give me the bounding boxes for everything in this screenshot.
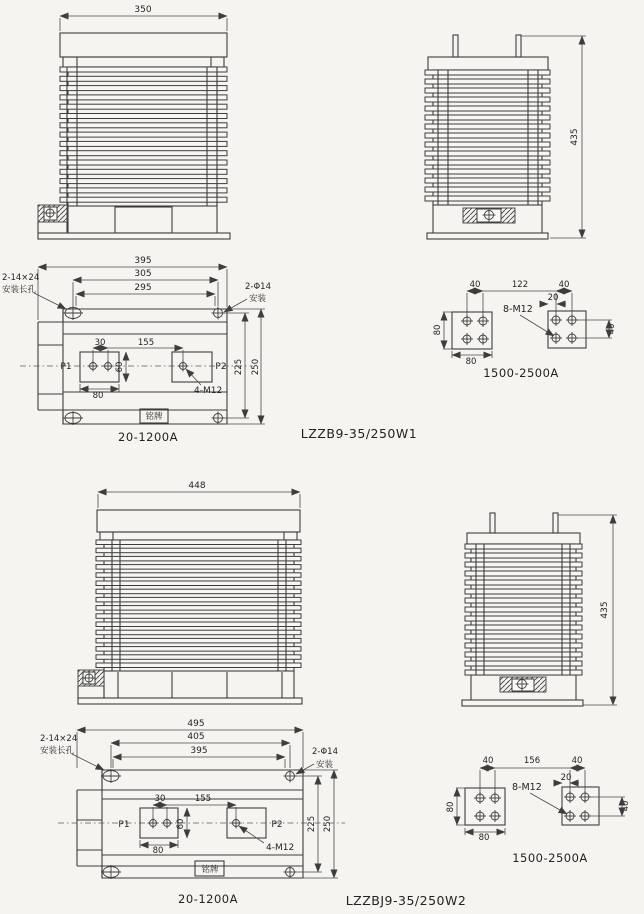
fig2-side-height-dim: 435 — [600, 601, 610, 619]
fig2-pads-dim-c: 40 — [571, 756, 583, 766]
fig2-p2-label: P2 — [271, 820, 283, 830]
fig1-mounting-slot-top-left — [63, 306, 83, 320]
fig1-terminal-pads-detail — [433, 280, 617, 380]
fig2-primary-terminal-stud — [490, 513, 495, 533]
fig2-front-width-dim: 448 — [188, 481, 206, 491]
fig2-mounting-hole-top-right — [284, 770, 297, 783]
fig1-left-pad — [452, 312, 492, 349]
fig2-side-terminal-box — [500, 677, 546, 692]
fig2-dim-v1: 225 — [307, 815, 317, 833]
fig2-p1-label: P1 — [118, 820, 130, 830]
fig2-mounting-slot-bottom-left — [101, 865, 121, 879]
fig2-slot-label-line2: 安装长孔 — [40, 746, 75, 756]
fig1-dim-v2: 250 — [251, 358, 261, 376]
fig2-top-cap — [97, 510, 300, 532]
fig2-pads-caption: 1500-2500A — [512, 851, 588, 865]
fig1-primary-terminal-stud — [516, 35, 521, 57]
fig2-bolt-label: 4-M12 — [266, 843, 295, 853]
fig2-pads-dim-right: 40 — [621, 800, 631, 812]
fig1-pads-dim-a: 40 — [469, 280, 481, 290]
fig1-dim-span: 155 — [137, 338, 155, 348]
fig2-plan-dim-outer: 405 — [187, 732, 205, 742]
fig1-side-fins — [425, 70, 550, 201]
fig2-left-pad — [465, 788, 505, 825]
fig2-side-view — [462, 513, 617, 706]
fig1-front-view — [38, 5, 230, 239]
fig1-front-fins — [60, 67, 227, 202]
fig1-pads-dim-right: 40 — [607, 323, 617, 335]
fig1-dim-plate-h: 60 — [115, 361, 125, 373]
fig1-pads-bolt-label: 8-M12 — [503, 304, 533, 315]
fig2-plan-caption: 20-1200A — [178, 892, 238, 906]
fig1-side-terminal-box — [463, 208, 515, 223]
fig2-slot-label-line1: 2-14×24 — [40, 734, 78, 744]
fig1-p1-label: P1 — [60, 362, 72, 372]
fig2-dim-span: 155 — [194, 794, 212, 804]
fig1-primary-terminal-stud — [453, 35, 458, 57]
fig1-pads-dim-bottom: 80 — [465, 357, 477, 367]
fig1-dim-pitch: 30 — [94, 338, 106, 348]
fig1-side-height-dim: 435 — [570, 128, 580, 146]
fig1-plan-caption: 20-1200A — [118, 430, 178, 444]
fig2-front-fins — [96, 540, 301, 668]
fig2-hole-label-line1: 2-Φ14 — [312, 747, 338, 757]
fig2-terminal-pads-detail — [446, 756, 631, 865]
fig2-dim-plate-h: 60 — [176, 818, 186, 830]
fig1-pads-dim-side: 80 — [433, 324, 443, 336]
fig1-base-opening — [115, 207, 172, 233]
fig1-side-base-plate — [427, 233, 548, 239]
fig1-base-plate — [38, 233, 230, 239]
fig1-slot-label-line2: 安装长孔 — [2, 285, 37, 295]
fig1-slot-label-line1: 2-14×24 — [2, 273, 40, 283]
fig1-hole-label-line1: 2-Φ14 — [245, 282, 271, 292]
fig1-nameplate-label: 铭牌 — [145, 412, 163, 422]
fig2-model-label: LZZBJ9-35/250W2 — [345, 893, 467, 908]
fig1-model-label: LZZB9-35/250W1 — [300, 426, 418, 441]
fig1-dim-plate-w: 80 — [92, 391, 104, 401]
fig1-p1-terminal-plate — [80, 352, 119, 382]
fig1-top-cap — [60, 33, 227, 57]
fig2-dim-v2: 250 — [323, 815, 333, 833]
fig2-pads-dim-d: 20 — [560, 773, 572, 783]
fig2-plan-dim-inner: 395 — [190, 746, 208, 756]
fig1-plan-view — [2, 256, 271, 444]
fig1-bolt-label: 4-M12 — [194, 386, 223, 396]
fig2-nameplate-label: 铭牌 — [201, 865, 219, 875]
fig1-front-width-dim: 350 — [134, 5, 152, 15]
fig2-dim-plate-w: 80 — [152, 846, 164, 856]
fig2-mounting-slot-top-left — [101, 769, 121, 783]
fig2-plan-dim-total: 495 — [187, 719, 205, 729]
fig1-pads-caption: 1500-2500A — [483, 366, 559, 380]
fig1-mounting-slot-bottom-left — [63, 411, 83, 425]
fig2-mounting-hole-bottom-right — [284, 866, 297, 879]
fig2-side-cap — [467, 533, 580, 544]
fig1-plan-dim-inner: 295 — [134, 283, 152, 293]
fig1-plan-dim-total: 395 — [134, 256, 152, 266]
fig1-hole-label-line2: 安装 — [249, 294, 267, 304]
fig1-pads-dim-d: 20 — [547, 293, 559, 303]
fig2-primary-terminal-stud — [553, 513, 558, 533]
fig1-secondary-terminal-box — [38, 205, 67, 233]
fig2-pads-dim-a: 40 — [482, 756, 494, 766]
fig2-side-fins — [465, 544, 582, 675]
fig1-plan-dim-outer: 305 — [134, 269, 152, 279]
fig2-front-view — [78, 481, 302, 704]
fig2-pads-dim-side: 80 — [446, 801, 456, 813]
fig2-dim-pitch: 30 — [154, 794, 166, 804]
fig1-mounting-hole-bottom-right — [212, 412, 225, 425]
fig1-p2-terminal-plate — [172, 352, 212, 382]
fig2-hole-label-line2: 安装 — [316, 760, 334, 770]
fig2-base-plate — [78, 698, 302, 704]
fig2-side-base-plate — [462, 700, 583, 706]
fig1-p2-label: P2 — [215, 362, 227, 372]
fig1-side-view — [425, 35, 586, 239]
fig2-secondary-terminal-box — [78, 670, 104, 698]
fig1-dim-v1: 225 — [234, 358, 244, 376]
fig1-side-cap — [428, 57, 548, 70]
fig1-pads-dim-b: 122 — [511, 280, 529, 290]
fig2-pads-dim-b: 156 — [523, 756, 541, 766]
fig2-pads-dim-bottom: 80 — [478, 833, 490, 843]
fig2-pads-bolt-label: 8-M12 — [512, 782, 542, 793]
fig2-plan-view — [40, 719, 345, 906]
fig1-pads-dim-c: 40 — [558, 280, 570, 290]
